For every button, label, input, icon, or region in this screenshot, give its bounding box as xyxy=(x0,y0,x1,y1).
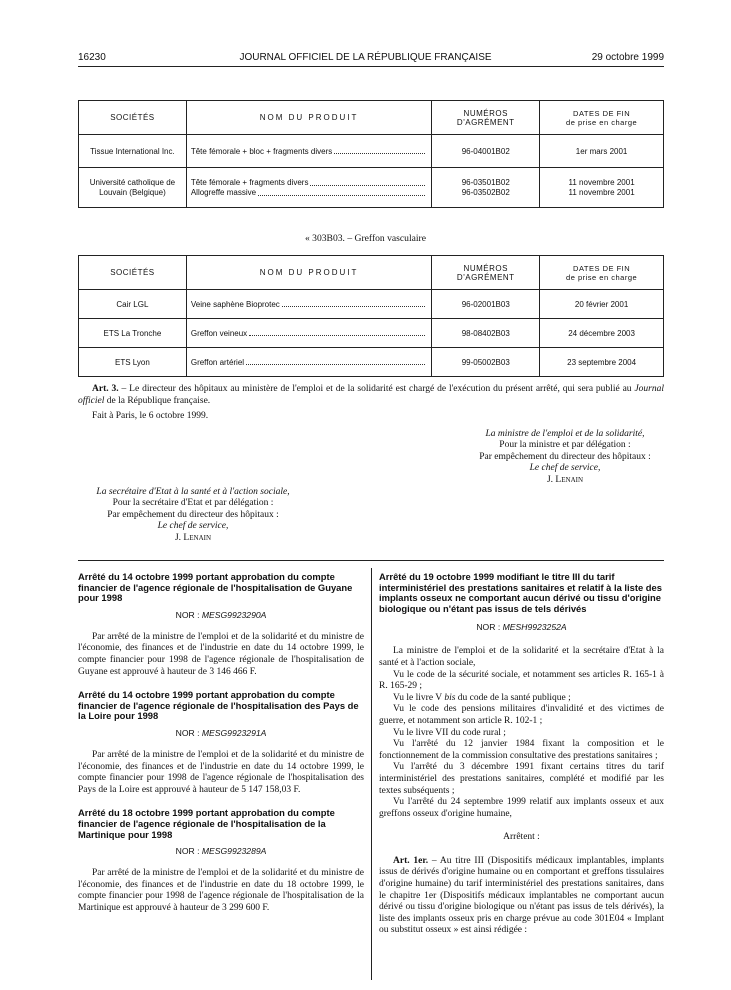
art1-text: – Au titre III (Dispositifs médicaux implantables, implants issus de dérivés d'origine humaine ou en comportant et greffons tissulaires d'origine humaine) du tarif interministériel des prestations sanitaires, dans le chapitre 1er (Dispositifs médicaux implantables ne comportant aucun dérivé ou tissu d'origine biologique ou n'étant pas issus de tels dérivés), la liste des implants osseux pris en charge prévue au code 301E04 « Implant ou substitut osseux » est ainsi rédigée : xyxy=(379,855,665,936)
cell-societe: Cair LGL xyxy=(79,290,187,319)
col-dates xyxy=(540,256,664,290)
cell-agrement: 96-04001B02 xyxy=(432,135,540,168)
header-rule xyxy=(78,66,664,67)
sig-line: Par empêchement du directeur des hôpitaux : xyxy=(479,451,651,462)
col-agrement: NUMÉROS D'AGRÉMENT xyxy=(432,256,540,290)
table-header-row xyxy=(79,256,664,290)
cell-agrement: 99-05002B03 xyxy=(432,348,540,377)
right-column xyxy=(379,572,664,937)
issue-date: 29 octobre 1999 xyxy=(591,52,664,63)
sig-line: Pour la secrétaire d'Etat et par délégation : xyxy=(112,498,274,509)
produit-text: Veine saphène Bioprotec xyxy=(190,299,280,309)
preamble: La ministre de l'emploi et de la solidarité et la secrétaire d'Etat à la santé et à l'action sociale, xyxy=(379,646,664,668)
art3-text-2: de la République française. xyxy=(104,395,211,406)
article-3 xyxy=(78,384,664,423)
table-header-row xyxy=(79,101,664,135)
nor-line xyxy=(78,728,364,738)
produit-text: Tête fémorale + bloc + fragments divers xyxy=(190,146,333,156)
sig-line: Par empêchement du directeur des hôpitaux : xyxy=(107,509,279,520)
visa-text: du code de la santé publique ; xyxy=(455,692,571,703)
produit-line2: Allogreffe massive xyxy=(190,187,257,197)
col-dates-line2: de prise en charge xyxy=(566,272,638,282)
visa: Vu le code des pensions militaires d'invalidité et des victimes de guerre, et notamment son article R. 102-1 ; xyxy=(379,704,664,726)
table-greffons-osseux xyxy=(78,100,664,208)
signature-secretaire xyxy=(68,487,318,544)
date-line1: 11 novembre 2001 xyxy=(568,177,635,187)
col-dates-line2: de prise en charge xyxy=(566,117,638,127)
sig-line: La ministre de l'emploi et de la solidarité, xyxy=(485,429,645,439)
col-societes: SOCIÉTÉS xyxy=(79,256,187,290)
cell-produit xyxy=(186,168,431,208)
nor-line xyxy=(78,610,364,620)
table-row xyxy=(79,135,664,168)
visa: Vu l'arrêté du 3 décembre 1991 fixant certains titres du tarif interministériel des prestations sanitaires, complété et modifié par les textes subséquents ; xyxy=(379,762,664,796)
col-produit: NOM DU PRODUIT xyxy=(186,256,431,290)
col-dates xyxy=(540,101,664,135)
left-column xyxy=(78,572,364,914)
agrement-line2: 96-03502B02 xyxy=(461,187,510,197)
table-row xyxy=(79,290,664,319)
cell-produit xyxy=(186,290,431,319)
column-divider xyxy=(371,568,372,980)
date-line2: 11 novembre 2001 xyxy=(568,187,635,197)
section-title: « 303B03. – Greffon vasculaire xyxy=(304,233,427,244)
table-row xyxy=(79,319,664,348)
journal-title: JOURNAL OFFICIEL DE LA RÉPUBLIQUE FRANÇAISE xyxy=(239,52,492,63)
arrete-implants-title: Arrêté du 19 octobre 1999 modifiant le titre III du tarif interministériel des prestations sanitaires et relatif à la liste des implants osseux ne comportant aucun dérivé ou tissu d'origine biologique ou n'étant pas issus de tels dérivés xyxy=(379,571,662,614)
visa: Vu l'arrêté du 12 janvier 1984 fixant la composition et le fonctionnement de la commission consultative des prestations sanitaires ; xyxy=(379,739,664,761)
article-1 xyxy=(379,856,664,937)
sig-line: Le chef de service, xyxy=(529,463,601,474)
cell-date: 24 décembre 2003 xyxy=(540,319,664,348)
nor-label: NOR : xyxy=(476,622,503,633)
visa xyxy=(379,693,664,705)
nor-label: NOR : xyxy=(175,727,202,738)
art3-label: Art. 3. xyxy=(92,384,119,394)
visa: Vu le livre VII du code rural ; xyxy=(393,727,506,738)
cell-societe: ETS La Tronche xyxy=(79,319,187,348)
fait-a-paris: Fait à Paris, le 6 octobre 1999. xyxy=(92,411,209,422)
produit-line1: Tête fémorale + fragments divers xyxy=(190,177,309,187)
arretent: Arrêtent : xyxy=(503,832,540,843)
columns-rule xyxy=(78,560,664,561)
nor-line xyxy=(379,622,664,632)
sig-name: J. Lenain xyxy=(174,532,212,543)
agrement-line1: 96-03501B02 xyxy=(461,177,510,187)
nor-code: MESG9923290A xyxy=(201,609,267,620)
cell-societe: ETS Lyon xyxy=(79,348,187,377)
nor-label: NOR : xyxy=(175,609,202,620)
cell-date: 20 février 2001 xyxy=(540,290,664,319)
societe-line2: Louvain (Belgique) xyxy=(99,187,166,197)
visa: Vu le code de la sécurité sociale, et notamment ses articles R. 165-1 à R. 165-29 ; xyxy=(379,669,664,692)
nor-code: MESG9923289A xyxy=(201,846,267,857)
cell-produit xyxy=(186,319,431,348)
table-row xyxy=(79,348,664,377)
visas xyxy=(379,646,664,820)
cell-societe xyxy=(79,168,187,208)
nor-code: MESH9923252A xyxy=(502,622,567,633)
col-agrement: NUMÉROS D'AGRÉMENT xyxy=(432,101,540,135)
arrete-pays-loire-title: Arrêté du 14 octobre 1999 portant approbation du compte financier de l'agence régionale de l'hospitalisation des Pays de la Loire pour 1998 xyxy=(78,689,359,722)
col-societes: SOCIÉTÉS xyxy=(79,101,187,135)
produit-text: Greffon veineux xyxy=(190,328,248,338)
art3-journal: Journal officiel xyxy=(78,384,664,406)
arrete-martinique-body: Par arrêté de la ministre de l'emploi et de la solidarité et du ministre de l'économie, des finances et de l'industrie en date du 18 octobre 1999, le compte financier pour 1998 de l'agence régionale de l'hospitalisation de la Martinique est approuvé à hauteur de 3 299 600 F. xyxy=(78,868,364,913)
col-dates-line1: DATES DE FIN xyxy=(573,263,631,273)
produit-text: Greffon artériel xyxy=(190,357,245,367)
sig-name: J. Lenain xyxy=(546,474,584,485)
arrete-pays-loire-body: Par arrêté de la ministre de l'emploi et de la solidarité et du ministre de l'économie, des finances et de l'industrie en date du 14 octobre 1999, le compte financier pour 1998 de l'agence régionale de l'hospitalisation des Pays de la Loire est approuvé à hauteur de 5 147 158,03 F. xyxy=(78,749,364,795)
cell-produit xyxy=(186,348,431,377)
col-produit: NOM DU PRODUIT xyxy=(186,101,431,135)
cell-agrement: 96-02001B03 xyxy=(432,290,540,319)
cell-agrement: 98-08402B03 xyxy=(432,319,540,348)
signature-ministre xyxy=(440,429,690,486)
arrete-guyane-title: Arrêté du 14 octobre 1999 portant approbation du compte financier de l'agence régionale de l'hospitalisation de Guyane pour 1998 xyxy=(78,571,353,604)
visa: Vu l'arrêté du 24 septembre 1999 relatif aux implants osseux et aux greffons osseux d'origine humaine, xyxy=(379,797,664,819)
table-greffon-vasculaire xyxy=(78,255,664,377)
sig-line: La secrétaire d'Etat à la santé et à l'action sociale, xyxy=(96,487,290,497)
page-number: 16230 xyxy=(78,52,106,63)
art3-text-1: – Le directeur des hôpitaux au ministère de l'emploi et de la solidarité est chargé de l'exécution du présent arrêté, qui sera publié au xyxy=(118,384,635,394)
societe-line1: Université catholique de xyxy=(89,177,176,187)
sig-line: Pour la ministre et par délégation : xyxy=(499,440,631,451)
nor-line xyxy=(78,846,364,856)
cell-date: 1er mars 2001 xyxy=(540,135,664,168)
sig-line: Le chef de service, xyxy=(157,521,229,532)
arrete-martinique-title: Arrêté du 18 octobre 1999 portant approbation du compte financier de l'agence régionale de l'hospitalisation de la Martinique pour 1998 xyxy=(78,807,335,840)
cell-agrement xyxy=(432,168,540,208)
table-row xyxy=(79,168,664,208)
cell-produit xyxy=(186,135,431,168)
cell-date: 23 septembre 2004 xyxy=(540,348,664,377)
col-dates-line1: DATES DE FIN xyxy=(573,108,631,118)
nor-code: MESG9923291A xyxy=(201,727,267,738)
visa-bis: bis xyxy=(444,692,456,703)
cell-societe: Tissue International Inc. xyxy=(79,135,187,168)
nor-label: NOR : xyxy=(175,846,202,857)
visa-text: Vu le livre V xyxy=(393,692,445,703)
arrete-guyane-body: Par arrêté de la ministre de l'emploi et de la solidarité et du ministre de l'économie, des finances et de l'industrie en date du 14 octobre 1999, le compte financier pour 1998 de l'agence régionale de l'hospitalisation de Guyane est approuvé à hauteur de 3 146 466 F. xyxy=(78,631,364,677)
cell-date xyxy=(540,168,664,208)
art1-label: Art. 1er. xyxy=(393,855,429,866)
